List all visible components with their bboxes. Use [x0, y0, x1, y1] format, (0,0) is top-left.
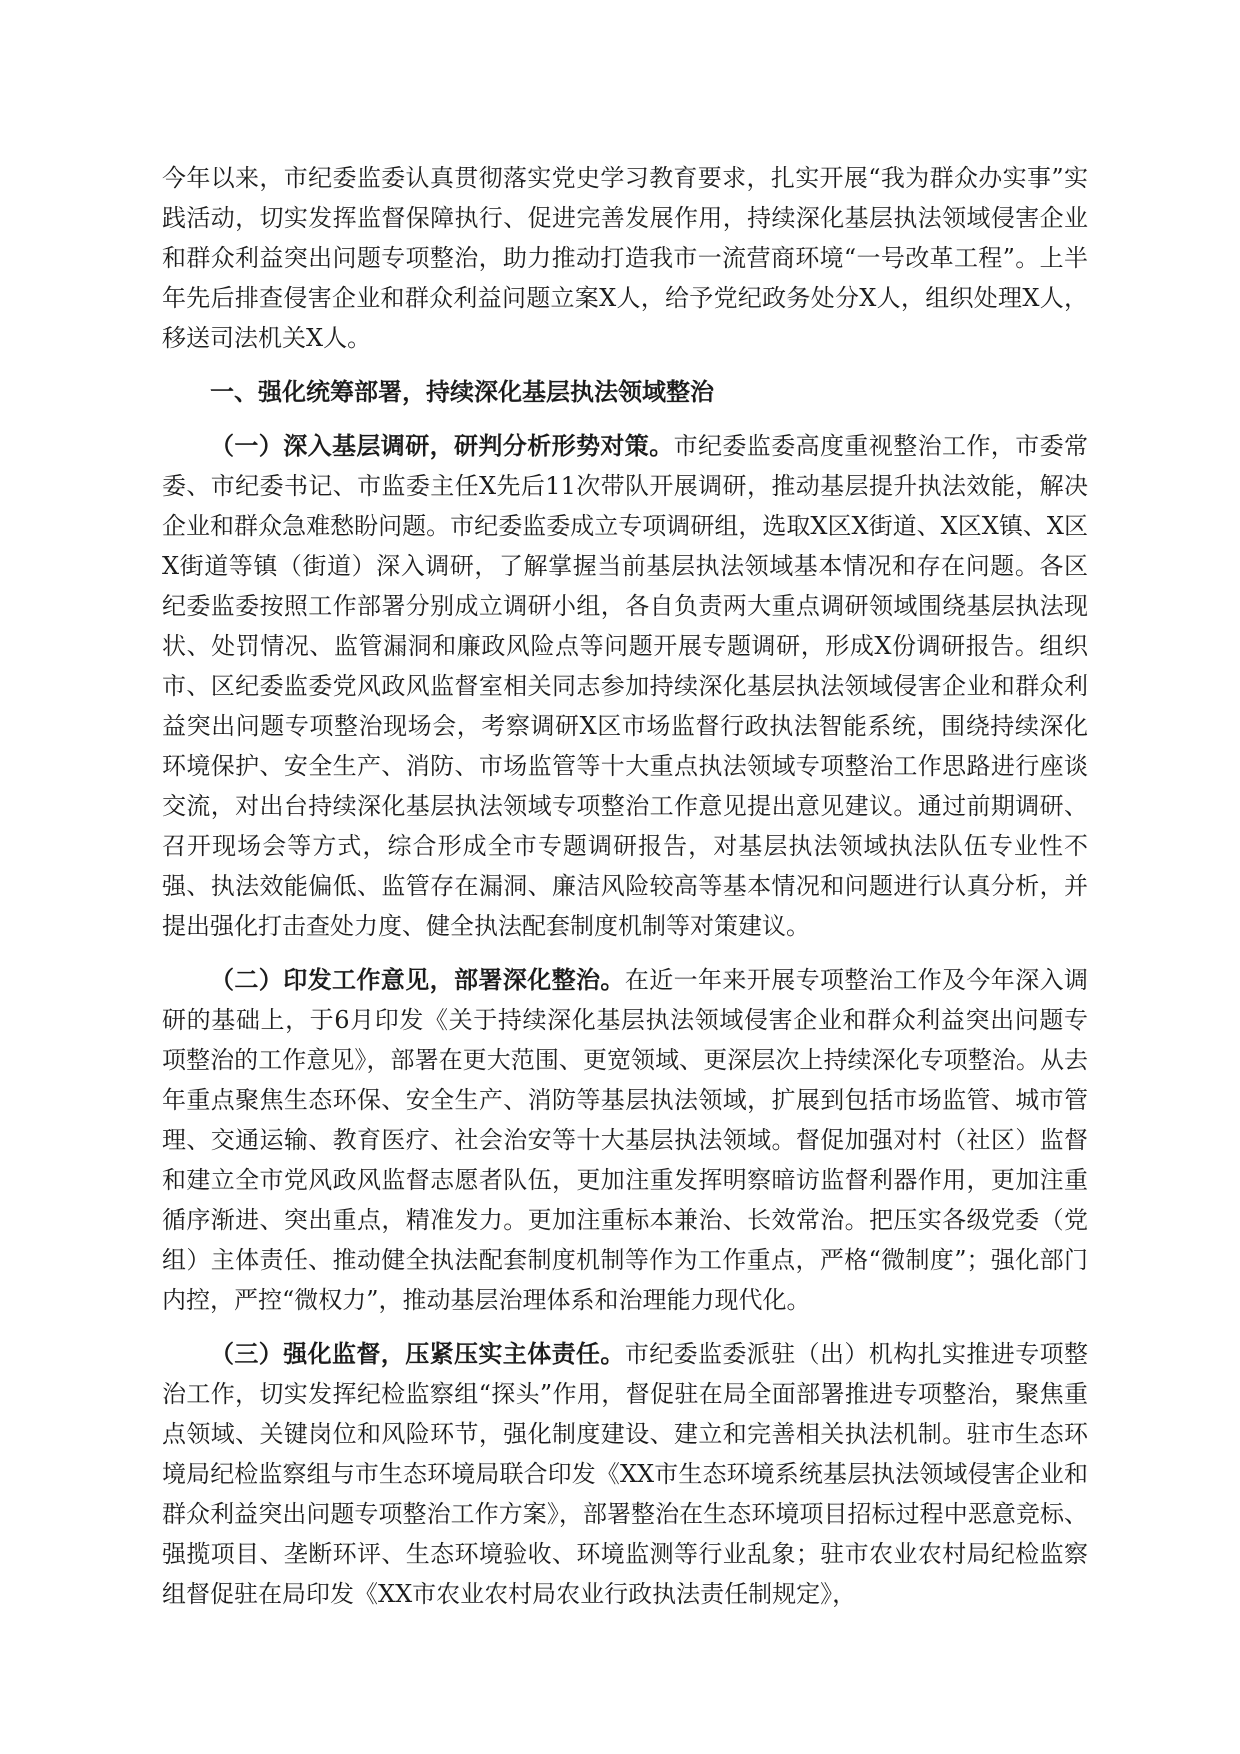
item-2-lead: （二）印发工作意见，部署深化整治。: [210, 965, 625, 994]
item-3-lead: （三）强化监督，压紧压实主体责任。: [210, 1339, 625, 1368]
intro-paragraph: 今年以来，市纪委监委认真贯彻落实党史学习教育要求，扎实开展“我为群众办实事”实践活动，切实发挥监督保障执行、促进完善发展作用，持续深化基层执法领域侵害企业和群众利益突出问题专项整治，助力推动打造我市一流营商环境“一号改革工程”。上半年先后排查侵害企业和群众利益问题立案X人，给予党纪政务处分X人，组织处理X人，移送司法机关X人。: [162, 164, 1088, 352]
item-1-paragraph: [162, 426, 1088, 946]
item-2-paragraph: [162, 960, 1088, 1320]
item-3-paragraph: [162, 1334, 1088, 1614]
item-3-body: 市纪委监委派驻（出）机构扎实推进专项整治工作，切实发挥纪检监察组“探头”作用，督促驻在局全面部署推进专项整治，聚焦重点领域、关键岗位和风险环节，强化制度建设、建立和完善相关执法机制。驻市生态环境局纪检监察组与市生态环境局联合印发《XX市生态环境系统基层执法领域侵害企业和群众利益突出问题专项整治工作方案》，部署整治在生态环境项目招标过程中恶意竞标、强揽项目、垄断环评、生态环境验收、环境监测等行业乱象；驻市农业农村局纪检监察组督促驻在局印发《XX市农业农村局农业行政执法责任制规定》，: [162, 1340, 1089, 1608]
item-1-body: 市纪委监委高度重视整治工作，市委常委、市纪委书记、市监委主任X先后11次带队开展调研，推动基层提升执法效能，解决企业和群众急难愁盼问题。市纪委监委成立专项调研组，选取X区X街道、X区X镇、X区X街道等镇（街道）深入调研，了解掌握当前基层执法领域基本情况和存在问题。各区纪委监委按照工作部署分别成立调研小组，各自负责两大重点调研领域围绕基层执法现状、处罚情况、监管漏洞和廉政风险点等问题开展专题调研，形成X份调研报告。组织市、区纪委监委党风政风监督室相关同志参加持续深化基层执法领域侵害企业和群众利益突出问题专项整治现场会，考察调研X区市场监督行政执法智能系统，围绕持续深化环境保护、安全生产、消防、市场监管等十大重点执法领域专项整治工作思路进行座谈交流，对出台持续深化基层执法领域专项整治工作意见提出意见建议。通过前期调研、召开现场会等方式，综合形成全市专题调研报告，对基层执法领域执法队伍专业性不强、执法效能偏低、监管存在漏洞、廉洁风险较高等基本情况和问题进行认真分析，并提出强化打击查处力度、健全执法配套制度机制等对策建议。: [162, 432, 1089, 940]
item-2-body: 在近一年来开展专项整治工作及今年深入调研的基础上，于6月印发《关于持续深化基层执法领域侵害企业和群众利益突出问题专项整治的工作意见》，部署在更大范围、更宽领域、更深层次上持续深化专项整治。从去年重点聚焦生态环保、安全生产、消防等基层执法领域，扩展到包括市场监管、城市管理、交通运输、教育医疗、社会治安等十大基层执法领域。督促加强对村（社区）监督和建立全市党风政风监督志愿者队伍，更加注重发挥明察暗访监督利器作用，更加注重循序渐进、突出重点，精准发力。更加注重标本兼治、长效常治。把压实各级党委（党组）主体责任、推动健全执法配套制度机制等作为工作重点，严格“微制度”；强化部门内控，严控“微权力”，推动基层治理体系和治理能力现代化。: [162, 966, 1089, 1314]
section-heading: 一、强化统筹部署，持续深化基层执法领域整治: [210, 377, 714, 406]
item-1-lead: （一）深入基层调研，研判分析形势对策。: [210, 431, 674, 460]
document-page: [162, 158, 1088, 1628]
